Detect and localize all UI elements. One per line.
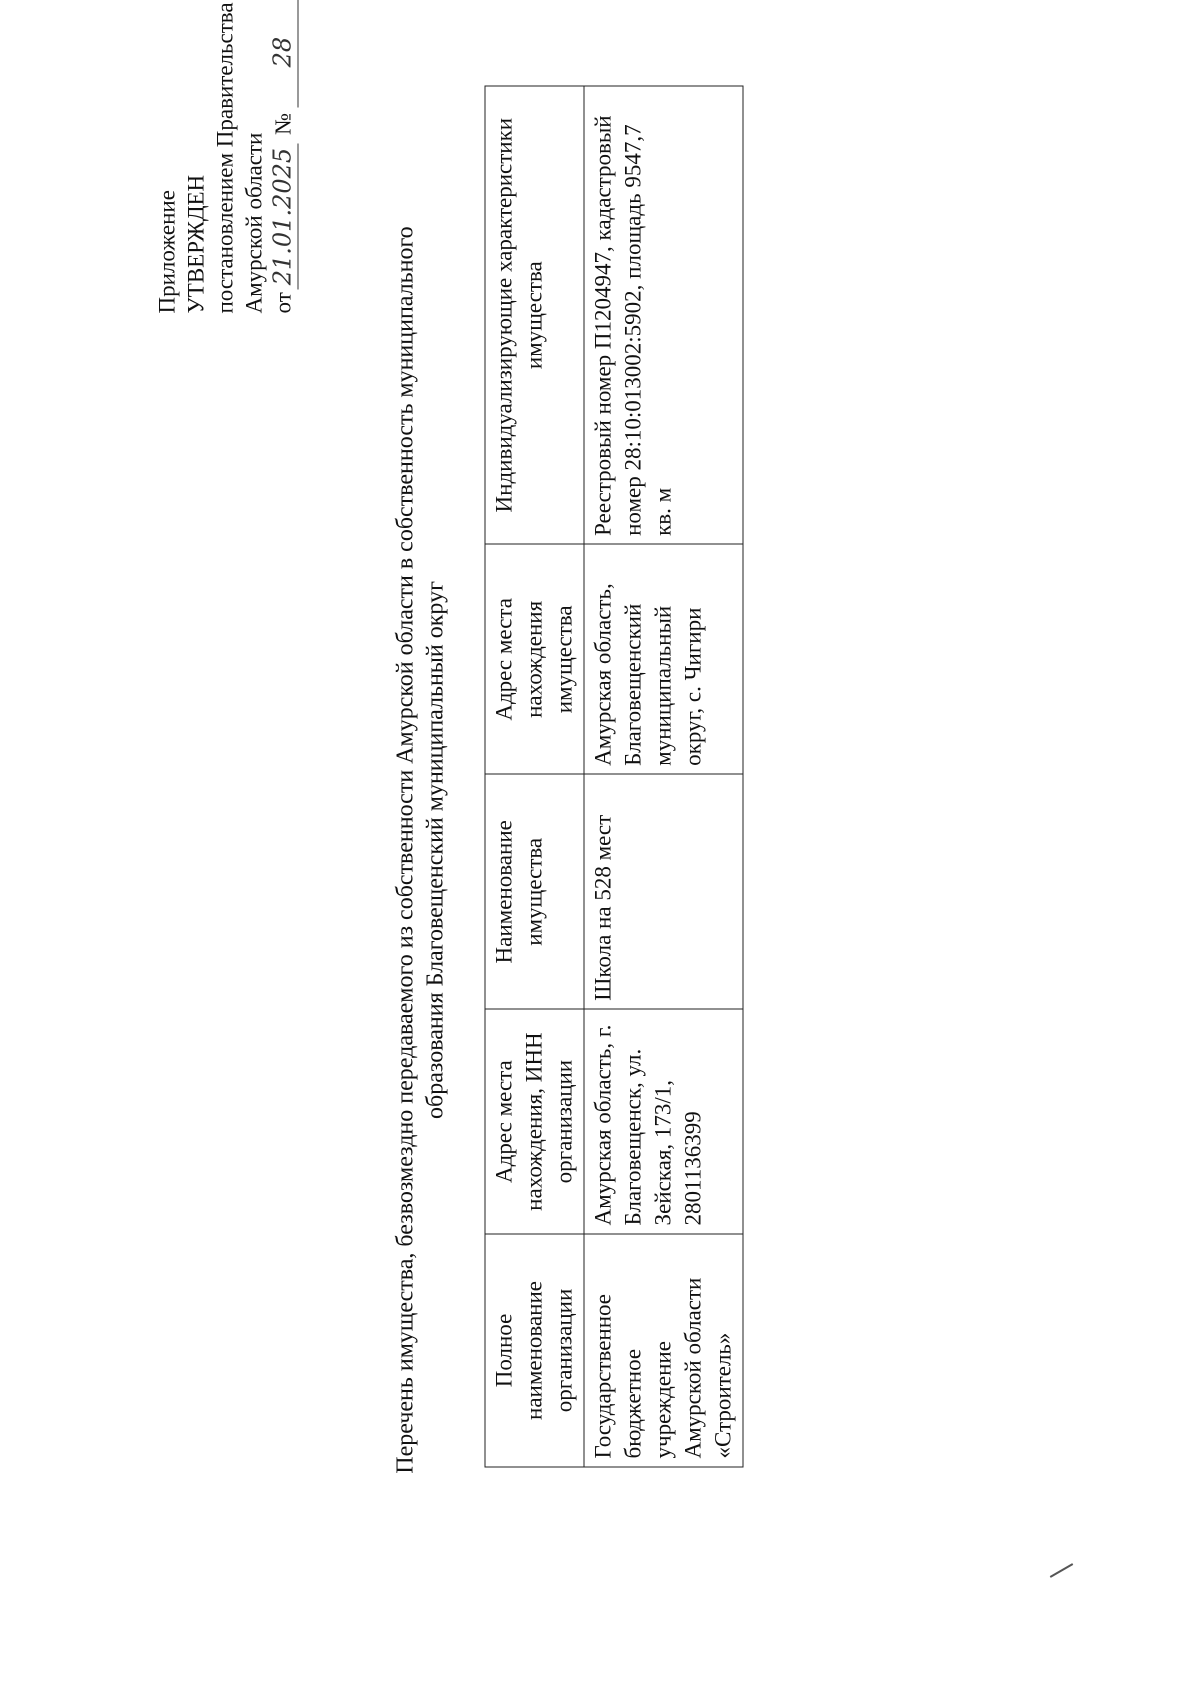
header-property-address: Адрес места нахождения имущества bbox=[485, 544, 584, 774]
date-number-line bbox=[268, 0, 298, 313]
document-title bbox=[390, 0, 450, 1699]
cell-property-name: Школа на 528 мест bbox=[584, 774, 743, 1009]
approval-stamp-block bbox=[152, 0, 298, 313]
property-table bbox=[484, 85, 743, 1467]
header-property-name: Наименование имущества bbox=[485, 774, 584, 1009]
scan-stroke-mark bbox=[1049, 1563, 1073, 1578]
region-label: Амурской области bbox=[241, 132, 266, 313]
header-org-name: Полное наименование организации bbox=[485, 1233, 584, 1466]
cell-characteristics: Реестровый номер П1204947, кадастровый номер 28:10:013002:5902, площадь 9547,7 кв. м bbox=[584, 86, 743, 544]
cell-property-address: Амурская область, Благовещенский муниципальный округ, с. Чигири bbox=[584, 544, 743, 774]
cell-org-address: Амурская область, г. Благовещенск, ул. Зейская, 173/1, 2801136399 bbox=[584, 1009, 743, 1234]
header-characteristics: Индивидуализирующие характеристики имущества bbox=[485, 86, 584, 544]
table-row bbox=[584, 86, 743, 1467]
cell-org-name: Государственное бюджетное учреждение Амурской области «Строитель» bbox=[584, 1233, 743, 1466]
title-line-2: образования Благовещенский муниципальный округ bbox=[422, 580, 448, 1119]
title-line-1: Перечень имущества, безвозмездно передаваемого из собственности Амурской области в собственность муниципального bbox=[392, 225, 418, 1474]
table-header-row bbox=[485, 86, 584, 1467]
resolution-label: постановлением Правительства bbox=[212, 1, 237, 313]
handwritten-date: 21.01.2025 bbox=[268, 143, 298, 288]
date-prefix: от bbox=[270, 291, 295, 313]
number-label: № bbox=[270, 112, 295, 135]
approved-label: УТВЕРЖДЕН bbox=[183, 174, 208, 313]
handwritten-number: 28 bbox=[268, 36, 296, 67]
appendix-label: Приложение bbox=[154, 189, 179, 313]
header-org-address: Адрес места нахождения, ИНН организации bbox=[485, 1009, 584, 1234]
